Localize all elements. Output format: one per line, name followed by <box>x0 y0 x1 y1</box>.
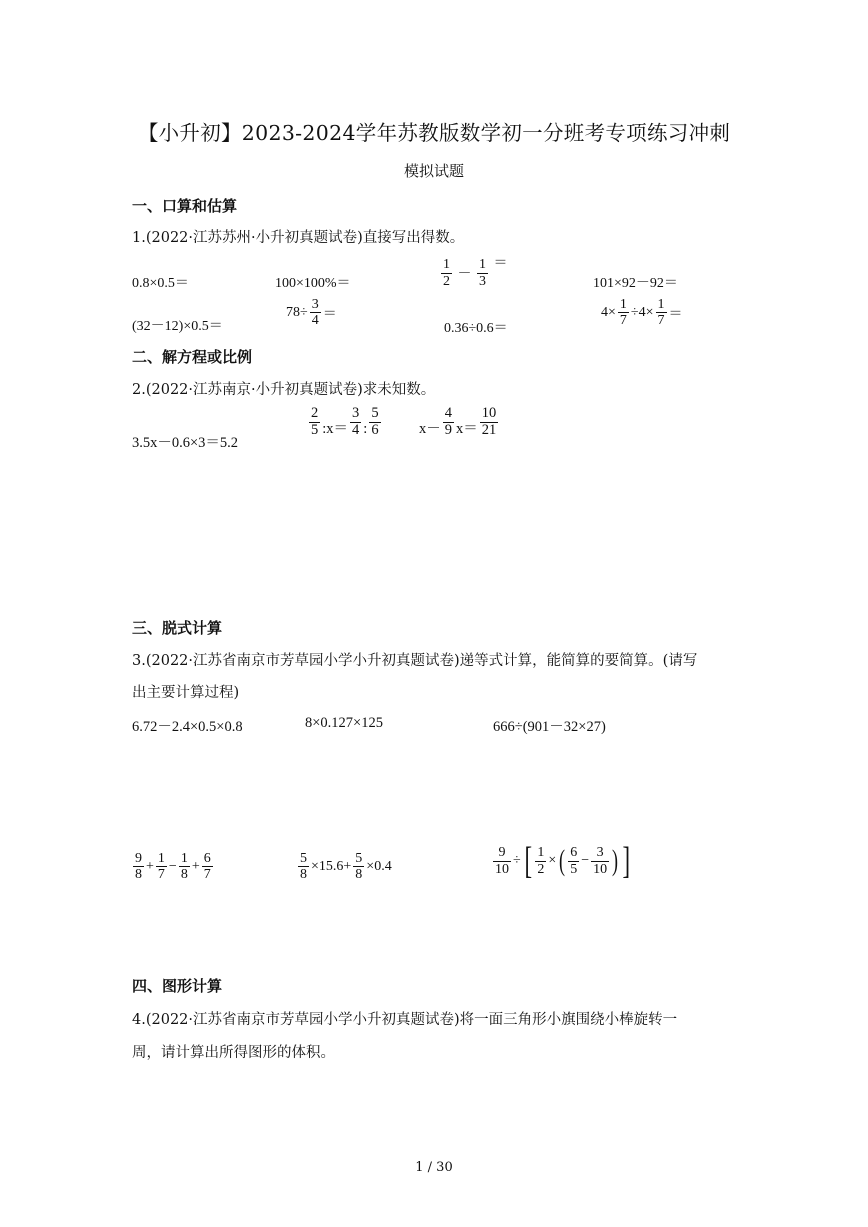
section-2-heading: 二、解方程或比例 <box>132 348 253 366</box>
oral-calc-7: 0.36÷0.6＝ <box>444 321 508 336</box>
section-1-heading: 一、口算和估算 <box>132 197 238 215</box>
question-3-line-1: 3.(2022·江苏省南京市芳草园小学小升初真题试卷)递等式计算，能简算的要简算。(请写 <box>132 653 698 669</box>
section-3-heading: 三、脱式计算 <box>132 619 223 637</box>
question-1: 1.(2022·江苏苏州·小升初真题试卷)直接写出得数。 <box>132 230 465 246</box>
question-4-line-1: 4.(2022·江苏省南京市芳草园小学小升初真题试卷)将一面三角形小旗围绕小棒旋转一 <box>132 1012 678 1028</box>
calc-4: $\frac{9}{8}$ + $\frac{1}{7}$ − $\frac{1}{8}$ + $\frac{6}{7}$ <box>135 851 211 883</box>
oral-calc-3: $\frac{1}{2}$ － $\frac{1}{3}$ ＝ <box>443 256 508 289</box>
oral-calc-2: 100×100%＝ <box>275 276 351 291</box>
oral-calc-5: (32－12)×0.5＝ <box>132 319 223 334</box>
calc-6: $\frac{9}{10}$ ÷[ $\frac{1}{2}$ × ( $\frac{6}{5}$ − $\frac{3}{10}$ ) ] <box>495 840 631 882</box>
calc-3: 666÷(901－32×27) <box>493 719 606 735</box>
section-4-heading: 四、图形计算 <box>132 977 223 995</box>
page-title: 【小升初】2023-2024学年苏教版数学初一分班考专项练习冲刺 <box>137 121 731 145</box>
page-number: 1 / 30 <box>415 1160 453 1175</box>
oral-calc-1: 0.8×0.5＝ <box>132 276 189 291</box>
oral-calc-8: 4× $\frac{1}{7}$ ÷4× $\frac{1}{7}$ ＝ <box>601 297 683 329</box>
oral-calc-4: 101×92－92＝ <box>593 276 678 291</box>
calc-2: 8×0.127×125 <box>305 715 383 731</box>
calc-5: $\frac{5}{8}$ ×15.6+ $\frac{5}{8}$ ×0.4 <box>300 851 392 883</box>
equation-2: $\frac{2}{5}$ :x＝ $\frac{3}{4}$ : $\frac{5}{6}$ <box>311 405 379 438</box>
equation-3: x－ $\frac{4}{9}$ x＝ $\frac{10}{21}$ <box>419 405 497 438</box>
question-4-line-2: 周，请计算出所得图形的体积。 <box>132 1045 335 1061</box>
oral-calc-6: 78÷ $\frac{3}{4}$ ＝ <box>286 297 337 329</box>
question-2: 2.(2022·江苏南京·小升初真题试卷)求未知数。 <box>132 382 436 398</box>
calc-1: 6.72－2.4×0.5×0.8 <box>132 719 243 735</box>
question-3-line-2: 出主要计算过程) <box>132 685 240 701</box>
page-subtitle: 模拟试题 <box>403 162 464 180</box>
equation-1: 3.5x－0.6×3＝5.2 <box>132 435 239 451</box>
